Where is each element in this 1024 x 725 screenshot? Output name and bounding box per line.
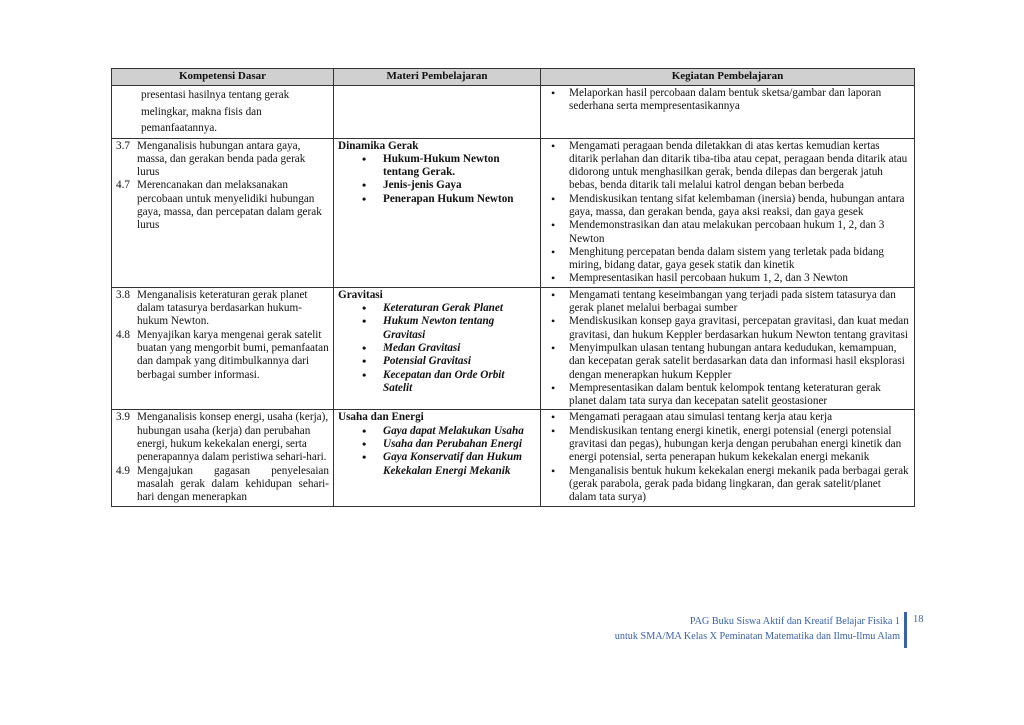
kd-item [116, 411, 329, 464]
materi-item: • Medan Gravitasi [338, 342, 536, 355]
materi-item: • Penerapan Hukum Newton [338, 193, 536, 206]
kd-item [116, 179, 329, 232]
kd-number: 4.8 [116, 328, 130, 341]
materi-cell [334, 138, 541, 287]
kd-number: 3.8 [116, 288, 130, 301]
table-row [112, 86, 915, 139]
kd-text: Mengajukan gagasan penyelesaian masalah gerak dalam kehidupan sehari-hari dengan menerapkan [137, 464, 329, 504]
materi-cell [334, 287, 541, 410]
kegiatan-item: • Menganalisis bentuk hukum kekekalan energi mekanik pada berbagai gerak (gerak parabola, gerak pada bidang lingkaran, dan gerak satelit/planet dalam tata surya) [545, 465, 910, 505]
materi-cell [334, 86, 541, 139]
page-footer [560, 614, 900, 644]
materi-item: • Keteraturan Gerak Planet [338, 302, 536, 315]
materi-item: • Hukum-Hukum Newton tentang Gerak. [338, 153, 536, 180]
table-row [112, 138, 915, 287]
kd-text: Merencanakan dan melaksanakan percobaan untuk menyelidiki hubungan gaya, massa, dan percepatan dalam gerak lurus [137, 179, 322, 232]
kegiatan-item: • Mengamati tentang keseimbangan yang terjadi pada sistem tatasurya dan gerak planet melalui berbagai sumber [545, 289, 910, 316]
kegiatan-item: • Melaporkan hasil percobaan dalam bentuk sketsa/gambar dan laporan sederhana serta mempresentasikannya [545, 87, 910, 114]
kegiatan-item: • Mendiskusikan tentang sifat kelembaman (inersia) benda, hubungan antara gaya, massa, dan gerakan benda, gaya aksi reaksi, dan gaya gesek [545, 193, 910, 220]
kegiatan-cell [541, 138, 915, 287]
materi-item: • Gaya dapat Melakukan Usaha [338, 425, 536, 438]
kd-number: 3.9 [116, 411, 130, 424]
header-kegiatan-pembelajaran: Kegiatan Pembelajaran [541, 69, 915, 86]
table-header-row [112, 69, 915, 86]
materi-item: • Potensial Gravitasi [338, 355, 536, 368]
kd-cell [112, 410, 334, 506]
kd-text: Menganalisis keteraturan gerak planet dalam tatasurya berdasarkan hukum-hukum Newton. [137, 288, 308, 328]
kegiatan-item: • Menghitung percepatan benda dalam sistem yang terletak pada bidang miring, bidang datar, gaya gesek statik dan kinetik [545, 246, 910, 273]
kd-number: 4.9 [116, 464, 130, 477]
materi-item: • Hukum Newton tentang Gravitasi [338, 315, 536, 342]
kegiatan-item: • Mendemonstrasikan dan atau melakukan percobaan hukum 1, 2, dan 3 Newton [545, 219, 910, 246]
kd-cell [112, 287, 334, 410]
page-number: 18 [913, 614, 924, 625]
materi-title: Dinamika Gerak [338, 139, 419, 152]
kegiatan-item: • Mengamati peragaan benda diletakkan di atas kertas kemudian kertas ditarik perlahan dan ditarik tiba-tiba atau cepat, peragaan benda ditarik atau didorong untuk menghasilkan gerak, benda dilepas dan bergerak jatuh bebas, benda ditarik tali melalui katrol dengan beban berbeda [545, 140, 910, 193]
materi-cell [334, 410, 541, 506]
footer-divider [904, 612, 907, 648]
header-kompetensi-dasar: Kompetensi Dasar [112, 69, 334, 86]
kd-item [116, 465, 329, 505]
kd-cell [112, 86, 334, 139]
header-materi-pembelajaran: Materi Pembelajaran [334, 69, 541, 86]
footer-book-title: PAG Buku Siswa Aktif dan Kreatif Belajar Fisika 1 [689, 616, 900, 627]
kegiatan-item: • Mendiskusikan tentang energi kinetik, energi potensial (energi potensial gravitasi dan pegas), hubungan kerja dengan perubahan energi kinetik dan energi potensial, serta penerapan hukum kekekalan energi mekanik [545, 425, 910, 465]
kd-text: Menyajikan karya mengenai gerak satelit buatan yang mengorbit bumi, pemanfaatan dan dampak yang ditimbulkannya dari berbagai sumber informasi. [137, 328, 329, 381]
materi-item: • Jenis-jenis Gaya [338, 179, 536, 192]
materi-item: • Kecepatan dan Orde Orbit Satelit [338, 369, 536, 396]
kegiatan-item: • Mendiskusikan konsep gaya gravitasi, percepatan gravitasi, dan kuat medan gravitasi, dan hukum Keppler berdasarkan hukum Newton tentang gravitasi [545, 315, 910, 342]
kd-text: Menganalisis hubungan antara gaya, massa, dan gerakan benda pada gerak lurus [137, 139, 306, 179]
kd-item [116, 329, 329, 382]
kd-number: 3.7 [116, 139, 130, 152]
materi-title: Usaha dan Energi [338, 411, 424, 424]
materi-item: • Gaya Konservatif dan Hukum Kekekalan Energi Mekanik [338, 451, 536, 478]
kegiatan-item: • Mempresentasikan dalam bentuk kelompok tentang keteraturan gerak planet dalam tata surya dan kecepatan satelit geostasioner [545, 382, 910, 409]
kd-item [116, 289, 329, 329]
materi-title: Gravitasi [338, 288, 383, 301]
footer-book-subtitle: untuk SMA/MA Kelas X Peminatan Matematika dan Ilmu-Ilmu Alam [614, 631, 900, 642]
kd-cell [112, 138, 334, 287]
kegiatan-cell [541, 86, 915, 139]
kegiatan-item: • Menyimpulkan ulasan tentang hubungan antara kedudukan, kemampuan, dan kecepatan gerak satelit berdasarkan data dan informasi hasil eksplorasi dengan menerapkan hukum Keppler [545, 342, 910, 382]
kd-number: 4.7 [116, 179, 130, 192]
kd-text: Menganalisis konsep energi, usaha (kerja), hubungan usaha (kerja) dan perubahan energi, hukum kekekalan energi, serta penerapannya dalam peristiwa sehari-hari. [137, 411, 329, 464]
kegiatan-item: • Mempresentasikan hasil percobaan hukum 1, 2, dan 3 Newton [545, 272, 910, 285]
kd-text: presentasi hasilnya tentang gerak melingkar, makna fisis dan pemanfaatannya. [141, 89, 290, 134]
kegiatan-item: • Mengamati peragaan atau simulasi tentang kerja atau kerja [545, 411, 910, 424]
kd-item [116, 140, 329, 180]
table-row [112, 287, 915, 410]
kegiatan-cell [541, 287, 915, 410]
table-row [112, 410, 915, 506]
syllabus-table [111, 68, 915, 507]
materi-item: • Usaha dan Perubahan Energi [338, 438, 536, 451]
kegiatan-cell [541, 410, 915, 506]
